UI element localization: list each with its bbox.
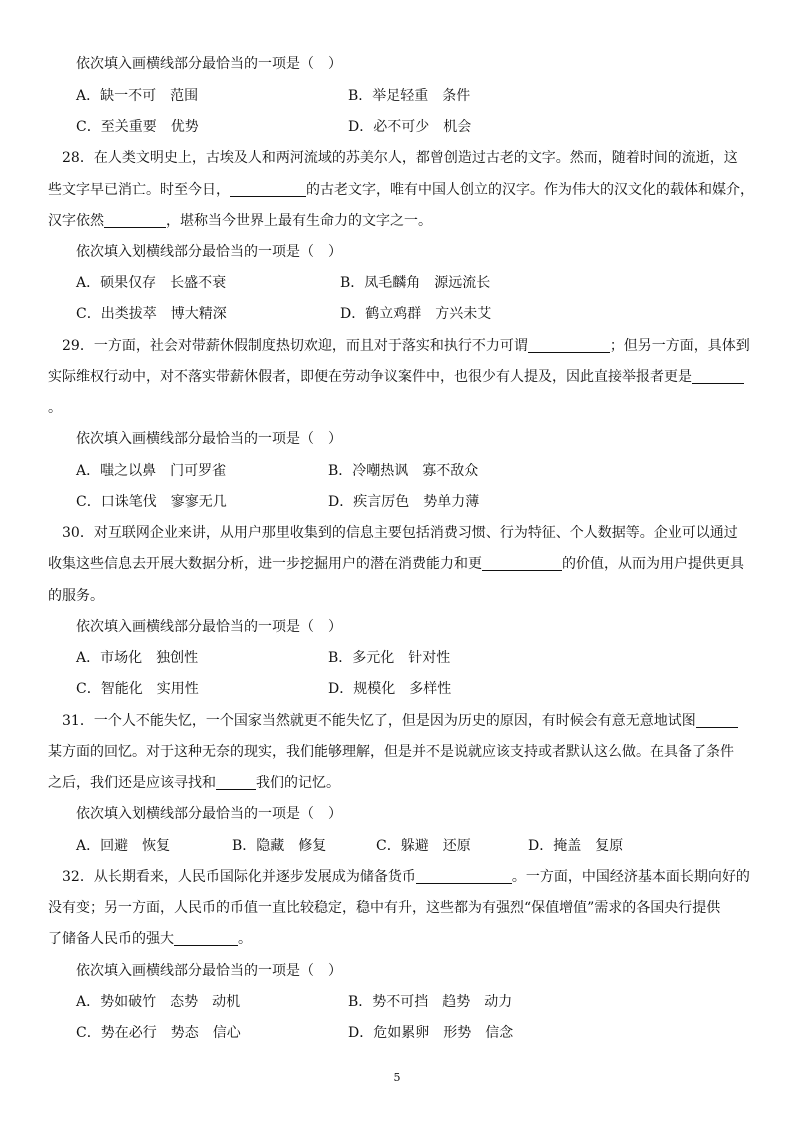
q30-text-line-3: 的服务。 <box>48 588 104 604</box>
q30-option-b: B．多元化 针对性 <box>328 650 451 666</box>
q29-option-b: B．冷嘲热讽 寡不敌众 <box>328 463 479 479</box>
q29-prompt: 依次填入画横线部分最恰当的一项是（ ） <box>76 431 342 447</box>
q27-option-c: C．至关重要 优势 <box>76 119 199 135</box>
q32-option-b: B．势不可挡 趋势 动力 <box>348 994 513 1010</box>
q27-option-a: A．缺一不可 范围 <box>76 88 199 104</box>
q32-blank-2 <box>174 930 238 946</box>
q28-text-line-1: 28．在人类文明史上，古埃及人和两河流域的苏美尔人，都曾创造过古老的文字。然而，随着时间的流逝，这 <box>62 150 738 166</box>
q28-text-line-3: 汉字依然 ，堪称当今世界上最有生命力的文字之一。 <box>48 213 432 229</box>
q31-option-d: D．掩盖 复原 <box>528 838 624 854</box>
q28-option-b: B．凤毛麟角 源远流长 <box>340 275 491 291</box>
q28-option-d: D．鹤立鸡群 方兴未艾 <box>340 306 492 322</box>
q29-blank-1 <box>528 337 610 353</box>
q31-text-line-1: 31．一个人不能失忆，一个国家当然就更不能失忆了，但是因为历史的原因，有时候会有意无意地试图 <box>62 711 738 731</box>
q28-blank-2 <box>104 212 166 228</box>
q32-option-a: A．势如破竹 态势 动机 <box>76 994 241 1010</box>
q31-option-c: C．躲避 还原 <box>376 838 471 854</box>
q32-text-line-1: 32．从长期看来，人民币国际化并逐步发展成为储备货币 。一方面，中国经济基本面长期向好的 <box>62 869 750 885</box>
q28-option-c: C．出类拔萃 博大精深 <box>76 306 227 322</box>
q30-option-d: D．规模化 多样性 <box>328 681 452 697</box>
q30-text-line-1: 30．对互联网企业来讲，从用户那里收集到的信息主要包括消费习惯、行为特征、个人数据等。企业可以通过 <box>62 525 738 541</box>
q32-text-line-2: 没有变；另一方面，人民币的币值一直比较稳定，稳中有升，这些都为有强烈“保值增值”需求的各国央行提供 <box>48 900 721 916</box>
q32-prompt: 依次填入画横线部分最恰当的一项是（ ） <box>76 963 342 979</box>
q28-text-line-2: 些文字早已消亡。时至今日， 的古老文字，唯有中国人创立的汉字。作为伟大的汉文化的载体和媒介， <box>48 182 754 198</box>
q29-blank-2 <box>692 368 744 384</box>
q29-option-c: C．口诛笔伐 寥寥无几 <box>76 494 227 510</box>
q31-option-a: A．回避 恢复 <box>76 838 171 854</box>
q30-prompt: 依次填入画横线部分最恰当的一项是（ ） <box>76 619 342 635</box>
q29-option-d: D．疾言厉色 势单力薄 <box>328 494 480 510</box>
page-number: 5 <box>393 1071 401 1084</box>
q32-option-d: D．危如累卵 形势 信念 <box>348 1025 514 1041</box>
q28-option-a: A．硕果仅存 长盛不衰 <box>76 275 227 291</box>
q31-text-line-3: 之后，我们还是应该寻找和 我们的记忆。 <box>48 775 340 791</box>
q27-option-b: B．举足轻重 条件 <box>348 88 471 104</box>
q29-text-line-2: 实际维权行动中，对不落实带薪休假者，即便在劳动争议案件中，也很少有人提及，因此直接举报者更是 <box>48 367 744 387</box>
q27-option-d: D．必不可少 机会 <box>348 119 472 135</box>
q30-blank-1 <box>482 555 562 571</box>
q32-text-line-3: 了储备人民币的强大 。 <box>48 931 252 947</box>
q29-option-a: A．嗤之以鼻 门可罗雀 <box>76 463 227 479</box>
q27-prompt: 依次填入画横线部分最恰当的一项是（ ） <box>76 56 342 72</box>
q32-blank-1 <box>416 868 512 884</box>
q31-blank-2 <box>216 774 256 790</box>
q30-option-c: C．智能化 实用性 <box>76 681 199 697</box>
q28-prompt: 依次填入划横线部分最恰当的一项是（ ） <box>76 244 342 260</box>
q28-blank-1 <box>230 181 306 197</box>
q30-text-line-2: 收集这些信息去开展大数据分析，进一步挖掘用户的潜在消费能力和更 的价值，从而为用户提供更具 <box>48 556 744 572</box>
q30-option-a: A．市场化 独创性 <box>76 650 199 666</box>
q29-text-line-1: 29．一方面，社会对带薪休假制度热切欢迎，而且对于落实和执行不力可谓 ；但另一方面，具体到 <box>62 338 750 354</box>
q31-option-b: B．隐藏 修复 <box>232 838 327 854</box>
q31-text-line-2: 某方面的回忆。对于这种无奈的现实，我们能够理解，但是并不是说就应该支持或者默认这么做。在具备了条件 <box>48 744 734 760</box>
q31-blank-1 <box>696 712 738 728</box>
q32-option-c: C．势在必行 势态 信心 <box>76 1025 241 1041</box>
q31-prompt: 依次填入划横线部分最恰当的一项是（ ） <box>76 806 342 822</box>
q29-text-line-3: 。 <box>48 400 62 416</box>
